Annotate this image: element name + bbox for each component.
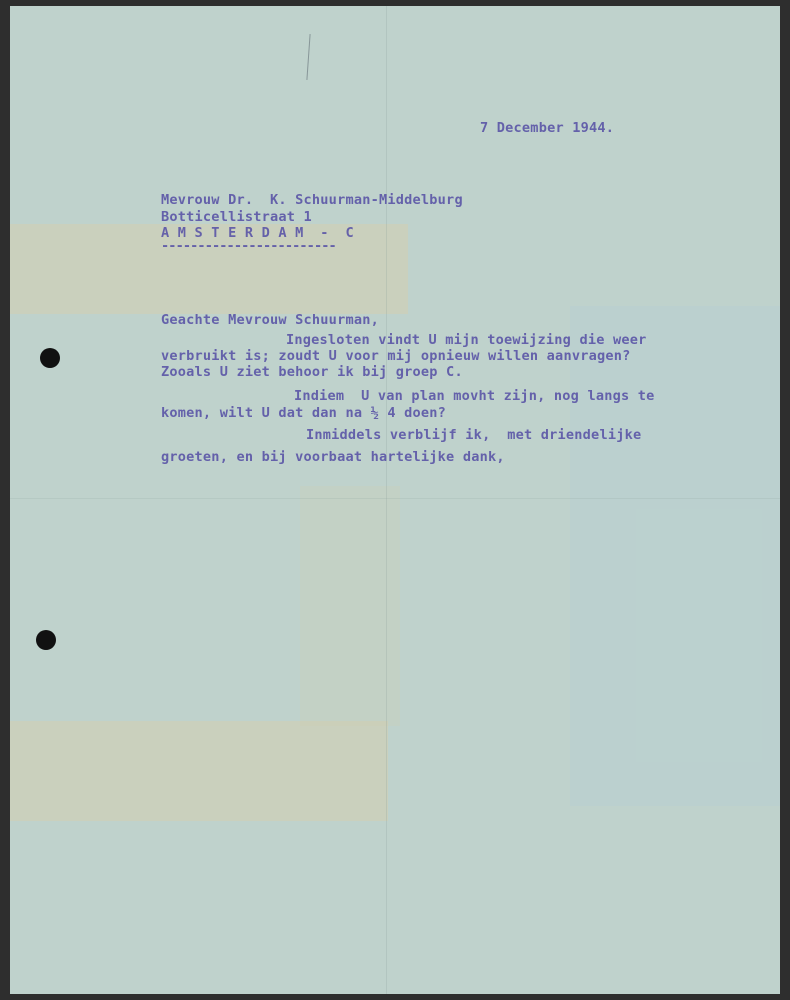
paper-stain: [10, 721, 388, 821]
letter-date: 7 December 1944.: [480, 120, 615, 136]
address-underline: ------------------------: [161, 238, 336, 254]
recipient-street: Botticellistraat 1: [161, 209, 312, 225]
salutation: Geachte Mevrouw Schuurman,: [161, 312, 379, 328]
fold-line: [10, 498, 780, 499]
punch-hole: [36, 630, 56, 650]
closing-line: groeten, en bij voorbaat hartelijke dank,: [161, 449, 505, 465]
recipient-city: A M S T E R D A M - C: [161, 225, 354, 241]
body-line: verbruikt is; zoudt U voor mij opnieuw willen aanvragen?: [161, 348, 631, 364]
fold-line: [386, 6, 387, 994]
body-line: Ingesloten vindt U mijn toewijzing die weer: [286, 332, 647, 348]
recipient-name: Mevrouw Dr. K. Schuurman-Middelburg: [161, 192, 463, 208]
body-line: Inmiddels verblijf ik, met driendelijke: [306, 427, 642, 443]
body-line: komen, wilt U dat dan na ½ 4 doen?: [161, 405, 447, 421]
punch-hole: [40, 348, 60, 368]
body-line: Zooals U ziet behoor ik bij groep C.: [161, 364, 463, 380]
paper-stain: [300, 486, 400, 726]
paper-discoloration: [570, 306, 780, 806]
letter-sheet: [10, 6, 780, 994]
paper-crease: [306, 34, 310, 80]
body-line: Indiem U van plan movht zijn, nog langs te: [294, 388, 655, 404]
